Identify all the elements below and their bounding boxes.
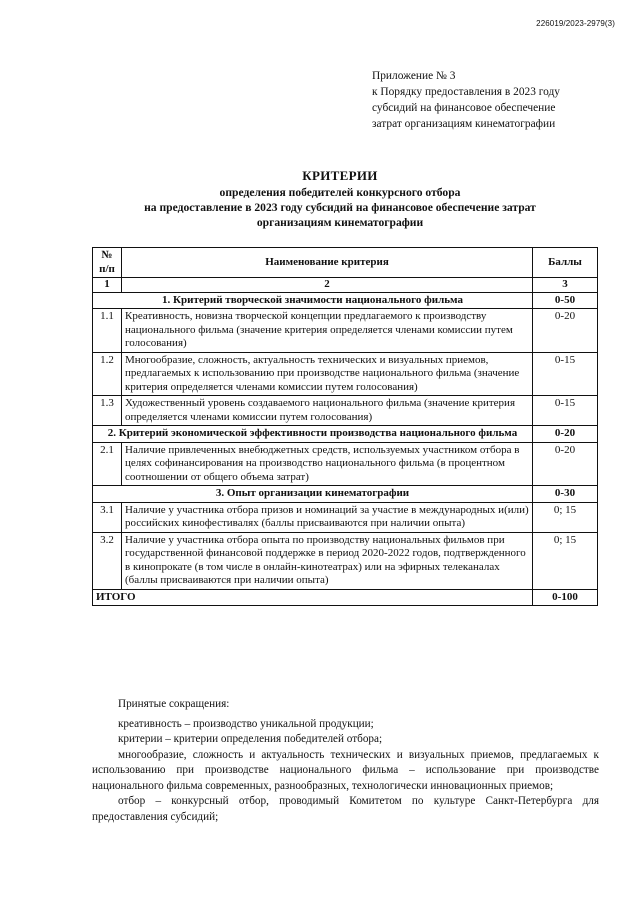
row-score: 0-15 xyxy=(533,396,598,426)
row-criterion: Креативность, новизна творческой концепции предлагаемого к производству национального фильма (значение критерия определяется членами комиссии путем голосования) xyxy=(122,309,533,353)
section-row xyxy=(93,486,598,503)
row-number: 3.2 xyxy=(93,532,122,589)
row-number: 1.2 xyxy=(93,352,122,396)
document-number: 226019/2023-2979(3) xyxy=(536,19,615,28)
total-label: ИТОГО xyxy=(93,589,533,606)
section-title: 2. Критерий экономической эффективности производства национального фильма xyxy=(93,426,533,443)
index-cell: 3 xyxy=(533,278,598,293)
heading-line: определения победителей конкурсного отбора xyxy=(219,186,461,199)
section-score: 0-50 xyxy=(533,292,598,309)
abbreviation-item: креативность – производство уникальной продукции; xyxy=(118,717,374,730)
row-criterion: Наличие привлеченных внебюджетных средств, используемых участником отбора в целях софинансирования на производство национального фильма (в процентном соотношении от общего объема затрат) xyxy=(122,442,533,486)
header-score: Баллы xyxy=(533,248,598,278)
row-score: 0; 15 xyxy=(533,502,598,532)
table-row xyxy=(93,309,598,353)
table-row xyxy=(93,502,598,532)
header-number: № п/п xyxy=(93,248,122,278)
row-score: 0-20 xyxy=(533,309,598,353)
table-header-row xyxy=(93,248,598,278)
index-cell: 1 xyxy=(93,278,122,293)
row-number: 1.1 xyxy=(93,309,122,353)
section-title: 3. Опыт организации кинематографии xyxy=(93,486,533,503)
section-score: 0-20 xyxy=(533,426,598,443)
row-number: 1.3 xyxy=(93,396,122,426)
heading-title: КРИТЕРИИ xyxy=(302,168,378,183)
abbreviations-intro: Принятые сокращения: xyxy=(118,698,230,710)
section-row xyxy=(93,292,598,309)
row-criterion: Художественный уровень создаваемого национального фильма (значение критерия определяется членами комиссии путем голосования) xyxy=(122,396,533,426)
abbreviation-item: отбор – конкурсный отбор, проводимый Комитетом по культуре Санкт-Петербурга для предоставления субсидий; xyxy=(92,795,599,823)
appendix-line: субсидий на финансовое обеспечение xyxy=(372,102,556,114)
section-score: 0-30 xyxy=(533,486,598,503)
row-criterion: Наличие у участника отбора призов и номинаций за участие в международных и(или) российских кинофестивалях (баллы присваиваются при наличии опыта) xyxy=(122,502,533,532)
table-index-row xyxy=(93,278,598,293)
appendix-block xyxy=(372,68,612,132)
row-score: 0-15 xyxy=(533,352,598,396)
row-number: 2.1 xyxy=(93,442,122,486)
table-row xyxy=(93,442,598,486)
row-criterion: Многообразие, сложность, актуальность технических и визуальных приемов, предлагаемых к использованию при производстве национального фильма (значение критерия определяется членами комиссии путем голосования) xyxy=(122,352,533,396)
row-score: 0-20 xyxy=(533,442,598,486)
section-row xyxy=(93,426,598,443)
section-title: 1. Критерий творческой значимости национального фильма xyxy=(93,292,533,309)
table-row xyxy=(93,532,598,589)
table-row xyxy=(93,352,598,396)
appendix-line: затрат организациям кинематографии xyxy=(372,118,556,130)
heading-line: на предоставление в 2023 году субсидий на финансовое обеспечение затрат xyxy=(144,201,536,214)
abbreviation-item: многообразие, сложность и актуальность технических и визуальных приемов, предлагаемых к использованию при производстве национального фильма – использование при производстве национального фильма современных, разнообразных, технологически инновационных приемов; xyxy=(92,748,599,792)
heading-line: организациям кинематографии xyxy=(256,216,424,229)
total-score: 0-100 xyxy=(533,589,598,606)
abbreviations-block xyxy=(92,697,599,825)
header-criterion: Наименование критерия xyxy=(122,248,533,278)
table-row xyxy=(93,396,598,426)
appendix-line: Приложение № 3 xyxy=(372,70,456,82)
criteria-table xyxy=(92,247,598,606)
appendix-line: к Порядку предоставления в 2023 году xyxy=(372,86,560,98)
abbreviation-item: критерии – критерии определения победителей отбора; xyxy=(118,733,383,745)
row-score: 0; 15 xyxy=(533,532,598,589)
row-number: 3.1 xyxy=(93,502,122,532)
total-row xyxy=(93,589,598,606)
index-cell: 2 xyxy=(122,278,533,293)
document-heading xyxy=(60,168,620,230)
row-criterion: Наличие у участника отбора опыта по производству национальных фильмов при государственной финансовой поддержке в период 2020-2022 годов, подтвержденного в кинопрокате (в том числе в онлайн-кинотеатрах) или на эфирных телеканалах (баллы присваиваются при наличии опыта) xyxy=(122,532,533,589)
